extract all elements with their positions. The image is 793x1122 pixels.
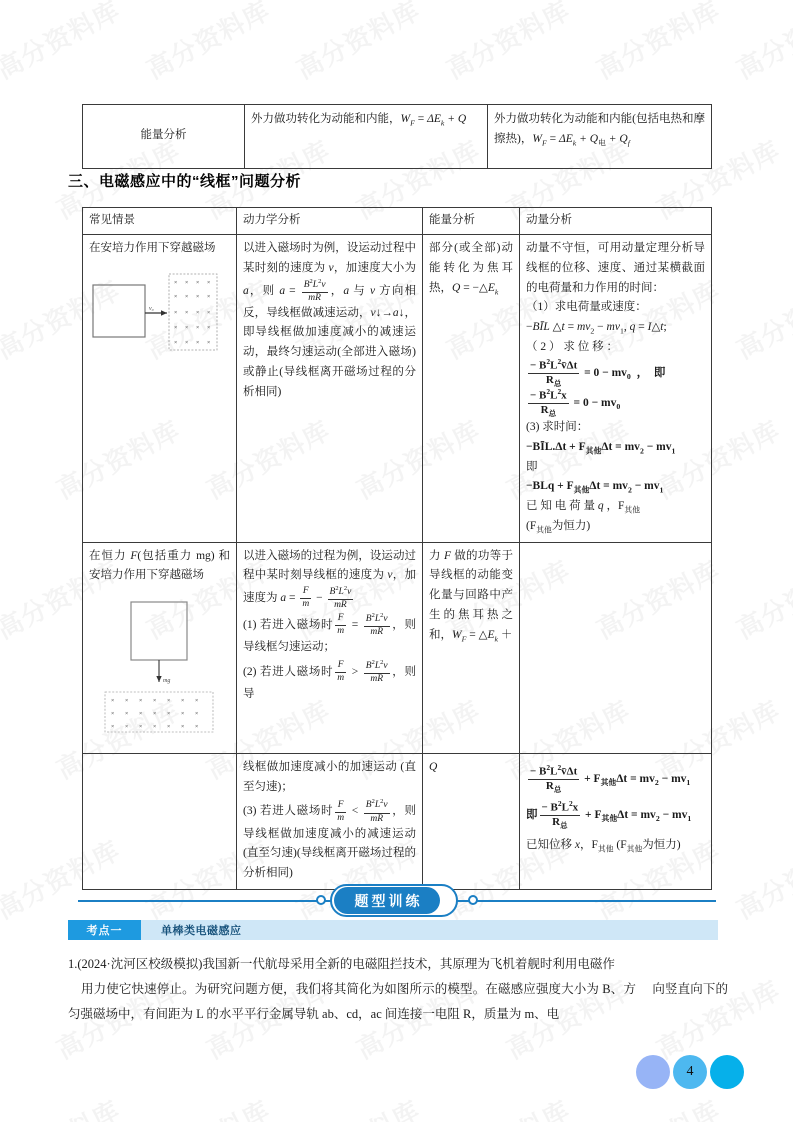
svg-text:×: ×	[139, 711, 143, 718]
eq-symbol: =	[414, 113, 428, 125]
question-1-line-2	[68, 982, 636, 996]
svg-text:×: ×	[111, 724, 115, 731]
banner-title: 题型训练	[334, 887, 440, 914]
dyn2-item2: (2) 若进人磁场时 $\frac{F}{m}$ > $\frac{B^2L^2v}{mR}$ ，则导	[243, 659, 416, 701]
page-number: 4	[686, 1064, 694, 1079]
col-header-energy: 能量分析	[423, 208, 520, 235]
exam-point-title: 单棒类电磁感应	[161, 925, 242, 937]
delta-ek3: ΔE	[558, 132, 573, 145]
coil-rect	[93, 285, 145, 337]
scenario-cell-1	[83, 235, 237, 543]
question-1-number: 1.	[68, 957, 78, 971]
page-decoration-circle-1	[636, 1055, 670, 1089]
coil-entering-field-svg	[89, 269, 229, 355]
energy-cell-single	[245, 105, 488, 169]
svg-text:×: ×	[207, 293, 211, 300]
momentum-intro: 动量不守恒，可用动量定理分析导线框的位移、速度、通过某横截面的电荷量和力作用的时间：	[526, 242, 705, 294]
dyn1-t5: 与	[349, 284, 370, 297]
svg-text:×: ×	[195, 724, 199, 731]
col-header-momentum: 动量分析	[520, 208, 712, 235]
energy3-text-a: 外力做功转化为动能和内能(包括电热和摩擦热)，	[494, 113, 705, 145]
plus-q: + Q	[444, 113, 467, 125]
svg-text:×: ×	[196, 293, 200, 300]
coil-entering-field-diagram	[89, 269, 230, 363]
svg-text:×: ×	[181, 724, 185, 731]
dynamics-cell-2: 以进入磁场的过程为例，设运动过程中某时刻导线框的速度为 v，加速度为 a = $\frac{F}{m}$ − $\frac{B^2L^2v}{mR}$ (1) 若进入磁场时 $\frac{F}{m}$ = $\frac{B^2L^2v}{mR}$ ，则导线框匀速运动； (2) 若进人磁场时 $\frac{F}{m}$ > $\frac{B^2L^2v}{mR}$ ，则导	[237, 542, 423, 753]
energy2-t1: 力	[429, 549, 445, 562]
velocity-label: v₀	[149, 305, 154, 312]
svg-text:×: ×	[207, 324, 211, 331]
accel-fraction: $\frac{B^2L^2v}{mR}$	[303, 277, 326, 303]
col-header-scenario: 常见情景	[83, 208, 237, 235]
col-header-dynamics: 动力学分析	[237, 208, 423, 235]
question-1-source: (2024·沈河区校级模拟)	[77, 957, 203, 971]
svg-text:×: ×	[185, 339, 189, 346]
svg-text:×: ×	[111, 698, 115, 705]
table-header-row	[83, 208, 712, 235]
energy-cell-with-friction	[488, 105, 712, 169]
momentum-cell-1	[520, 235, 712, 543]
svg-text:×: ×	[185, 293, 189, 300]
eq3-symbol: =	[546, 132, 559, 145]
q-elec-sub: 电	[598, 138, 606, 148]
exam-point-band	[68, 920, 718, 940]
momentum-item-2: −BĪL △t = $mv_2 - mv_1$, q = I△t;	[526, 321, 667, 336]
svg-text:×: ×	[185, 309, 189, 316]
svg-text:×: ×	[167, 724, 171, 731]
mg-label: mg	[163, 678, 171, 685]
table-row-constant-force	[83, 542, 712, 753]
svg-text:×: ×	[111, 711, 115, 718]
coil-problem-analysis-table	[82, 207, 712, 890]
dyn1-t3: ，则	[248, 284, 280, 297]
svg-text:×: ×	[196, 339, 200, 346]
scenario-cell-3-empty	[83, 753, 237, 889]
momentum-known-charge: 已 知 电 荷 量 q ，$F_{其他}$	[526, 500, 641, 515]
svg-text:×: ×	[167, 711, 171, 718]
svg-text:×: ×	[125, 724, 129, 731]
svg-text:×: ×	[196, 279, 200, 286]
scenario2-a: 在恒力	[89, 549, 131, 562]
dyn1-t6: 方向相反，导线框做减速运动，	[243, 284, 417, 319]
svg-text:×: ×	[174, 339, 178, 346]
energy-cell-3	[423, 753, 520, 889]
svg-text:×: ×	[153, 698, 157, 705]
field-into-page-markers-2	[111, 698, 198, 730]
dyn1-t4: ，	[329, 284, 344, 297]
w3-symbol: W	[532, 132, 542, 145]
momentum-formula-4: $-BLq + F_{其他}\Delta t = mv_2 - mv_1$	[526, 480, 664, 495]
page-number-group	[636, 1055, 746, 1091]
q-f-sub: f	[627, 138, 630, 148]
svg-text:×: ×	[139, 698, 143, 705]
svg-text:×: ×	[181, 698, 185, 705]
dyn3-item2: (3) 若进人磁场时 $\frac{F}{m}$ < $\frac{B^2L^2v}{mR}$ ，则导线框做加速度减小的减速运动 (直至匀速)(导线框离开磁场过程的分析相同)	[243, 798, 416, 880]
coil-falling-into-field-diagram	[89, 596, 230, 744]
svg-text:×: ×	[207, 339, 211, 346]
w3-sub: F	[541, 138, 547, 148]
row-label-energy-analysis: 能量分析	[83, 105, 245, 169]
question-1-text-3: 向竖直向下的匀强磁场中，有间距为 L 的水平平行金属导轨 ab、cd，ac 间连接一电阻 R，质量为 m、电	[68, 982, 728, 1021]
dyn1-t1: 以进入磁场时为例，设运动过程中某时刻的速度为	[243, 242, 416, 274]
momentum3-formula-1: $\frac{- B^2L^2v̄\Delta t}{R_总}$ + $F_{其他}\Delta t = mv_2 - mv_1$	[530, 762, 691, 795]
question-1-text-2: 用力使它快速停止。为研究问题方便，我们将其简化为如图所示的模型。在磁感应强度大小为 B、方	[81, 982, 637, 996]
energy3-q: Q	[429, 760, 438, 773]
momentum3-formula-2: 即 $\frac{- B^2L^2x}{R_总}$ + $F_{其他}\Delta t = mv_2 - mv_1$	[526, 799, 692, 831]
energy2-t2: 做的功等于导线框的动能变化量与回路中产生的焦耳热之和，	[429, 549, 514, 641]
svg-text:×: ×	[174, 279, 178, 286]
momentum-cell-2-continued	[520, 542, 712, 753]
svg-text:×: ×	[125, 711, 129, 718]
dyn1-arrow2: ↓，即导线框做加速度减小的减速运动，最终匀速运动(全部进入磁场)或静止(导线框离开磁场过程的分析相同)	[243, 306, 417, 398]
dyn3-item1: 线框做加速度减小的加速运动 (直至匀速)；	[243, 760, 416, 793]
ek3-sub: k	[572, 138, 577, 148]
energy1-t1: 部分(或全部)动能转化为焦耳热，	[429, 242, 513, 294]
momentum-item-time-label: (3) 求时间：	[526, 421, 589, 434]
dyn1-t2: ，加速度大小为	[333, 261, 417, 274]
svg-text:×: ×	[181, 711, 185, 718]
svg-text:×: ×	[153, 724, 157, 731]
question-1	[68, 952, 728, 1027]
dyn1-arrow1: ↓→	[375, 306, 393, 319]
momentum-item-1: （1）求电荷量或速度：	[526, 301, 647, 314]
dyn2-intro-b: ，加速度为	[243, 569, 417, 605]
energy-cell-1: 部分(或全部)动能转化为焦耳热，$Q = -\triangle E_k$	[423, 235, 520, 543]
svg-text:×: ×	[153, 711, 157, 718]
momentum3-known: 已知位移 x，$F_{其他}$ ($F_{其他}$为恒力)	[526, 839, 681, 854]
svg-text:×: ×	[139, 724, 143, 731]
svg-text:×: ×	[196, 324, 200, 331]
energy-text-a: 外力做功转化为动能和内能，	[251, 113, 401, 125]
table-row-ampere-force	[83, 235, 712, 543]
section-heading: 三、电磁感应中的“线框”问题分析	[68, 173, 302, 190]
svg-text:×: ×	[167, 698, 171, 705]
scenario-1-label: 在安培力作用下穿越磁场	[89, 242, 216, 254]
bl-frac-2: $\frac{B^2L^2v}{mR}$	[329, 585, 352, 611]
w-symbol: W	[400, 113, 411, 125]
svg-text:×: ×	[207, 279, 211, 286]
velocity-arrow-head	[161, 310, 167, 315]
momentum-formula-3: −BĪL.Δt + $F_{其他}\Delta t = mv_2 - mv_1$	[526, 440, 676, 456]
scenario-2-label	[89, 547, 230, 587]
plus-q-f: + Q	[605, 132, 628, 145]
svg-text:×: ×	[195, 698, 199, 705]
scenario-cell-2	[83, 542, 237, 753]
svg-text:×: ×	[174, 324, 178, 331]
coil-falling-svg	[89, 596, 229, 736]
svg-text:×: ×	[185, 324, 189, 331]
table-row-continuation	[83, 753, 712, 889]
energy-analysis-table	[82, 104, 712, 169]
question-1-line-1	[68, 952, 728, 977]
dynamics-cell-1: 以进入磁场时为例，设运动过程中某时刻的速度为 v，加速度大小为 a，则 a = $\frac{B^2L^2v}{mR}$ ，a 与 v 方向相反，导线框做减速运动，v↓→a↓，即导线框做加速度减小的减速运动，最终匀速运动(全部进入磁场)或静止(导线框离开磁场过程的分析相同)	[237, 235, 423, 543]
svg-text:×: ×	[125, 698, 129, 705]
field-into-page-markers	[174, 280, 210, 346]
svg-text:×: ×	[207, 309, 211, 316]
mg-arrow-head	[156, 676, 161, 682]
momentum-formula-1: $\frac{- B^2L^2v̄\Delta t}{R_总}$ = $0 - mv_0$ ， 即	[530, 356, 666, 388]
dyn2-intro: 以进入磁场的过程为例，设运动过程中某时刻导线框的速度为	[243, 549, 416, 582]
svg-text:×: ×	[195, 711, 199, 718]
svg-text:×: ×	[174, 293, 178, 300]
ek-sub: k	[440, 118, 445, 128]
momentum-ji-label: 即	[526, 460, 538, 473]
w-sub: F	[410, 118, 415, 128]
momentum-constant-force-note: ($F_{其他}$为恒力)	[526, 519, 591, 535]
f-over-m-frac: $\frac{F}{m}$	[302, 586, 310, 610]
scenario2-f: F	[130, 549, 138, 562]
plus-q-elec: + Q	[576, 132, 599, 145]
momentum-item-3: （ 2 ） 求 位 移 ：	[526, 340, 618, 353]
section-banner	[78, 884, 716, 918]
page-decoration-circle-3	[710, 1055, 744, 1089]
delta-ek: ΔE	[427, 113, 441, 125]
svg-text:×: ×	[185, 279, 189, 286]
momentum-formula-2: $\frac{- B^2L^2x}{R_总}$ = $0 - mv_0$	[530, 386, 621, 419]
exam-point-tag: 考点一	[68, 920, 141, 940]
banner-dot-left-icon	[316, 895, 326, 905]
question-1-text-1: 我国新一代航母采用全新的电磁阻拦技术，其原理为飞机着舰时利用电磁作	[202, 957, 615, 971]
energy-cell-2: 力 F 做的功等于导线框的动能变化量与回路中产生的焦耳热之和，$W_F$ = $\triangle E_k$ ＋	[423, 542, 520, 753]
banner-dot-right-icon	[468, 895, 478, 905]
scenario2-b: (包括重力 mg) 和安培力作用下穿越磁场	[89, 549, 230, 582]
momentum-cell-3	[520, 753, 712, 889]
table-row	[83, 105, 712, 169]
falling-coil-rect	[131, 602, 187, 660]
dyn2-item1: (1) 若进入磁场时 $\frac{F}{m}$ = $\frac{B^2L^2v}{mR}$ ，则导线框匀速运动；	[243, 612, 416, 654]
svg-text:×: ×	[174, 309, 178, 316]
dynamics-cell-3	[237, 753, 423, 889]
svg-text:×: ×	[196, 309, 200, 316]
